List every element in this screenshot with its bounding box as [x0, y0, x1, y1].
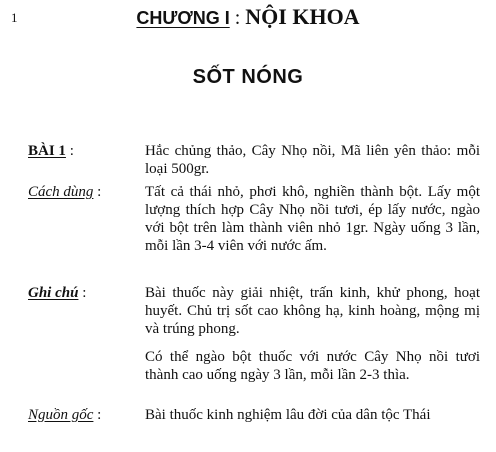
entry-label — [28, 406, 140, 424]
origin-entry — [28, 406, 480, 424]
entry-label-separator: : — [65, 143, 74, 159]
section-title: SỐT NÓNG — [192, 66, 304, 88]
entry-label-separator: : — [93, 407, 102, 423]
entry-label-separator: : — [78, 285, 87, 301]
entry-body — [145, 142, 480, 178]
entry-label — [28, 284, 140, 302]
entry-body — [145, 284, 480, 384]
entry-paragraph: Có thể ngào bột thuốc với nước Cây Nhọ nồi tươi thành cao uống ngày 3 lần, mỗi lần 2-3 thìa. — [145, 349, 480, 383]
entry-paragraph: Hắc chủng thảo, Cây Nhọ nồi, Mã liên yên thảo: mỗi loại 500gr. — [145, 143, 480, 177]
entry-label-text: Cách dùng — [28, 184, 94, 200]
chapter-title: NỘI KHOA — [245, 4, 360, 29]
entry-label-separator: : — [93, 184, 102, 200]
usage-entry — [28, 183, 480, 255]
entry-body — [145, 183, 480, 255]
entry-label-text: BÀI 1 — [28, 143, 66, 159]
entry-label — [28, 142, 140, 160]
entry-label — [28, 183, 140, 201]
entry-paragraph: Bài thuốc này giải nhiệt, trấn kinh, khử phong, hoạt huyết. Chủ trị sốt cao không hạ, kinh hoàng, mộng mị và trúng phong. — [145, 285, 480, 337]
page-number: 1 — [11, 10, 18, 25]
chapter-label: CHƯƠNG I — [136, 8, 230, 28]
entry-paragraph: Tất cả thái nhỏ, phơi khô, nghiền thành bột. Lấy một lượng thích hợp Cây Nhọ nồi tươi, ép lấy nước, ngào với bột trên làm thành viên nhỏ 1gr. Ngày uống 3 lần, mỗi lần 3-4 viên với nước ấm. — [145, 184, 480, 254]
entry-label-text: Nguồn gốc — [28, 407, 94, 423]
chapter-separator: : — [229, 7, 246, 29]
chapter-heading — [0, 4, 496, 30]
entry-paragraph: Bài thuốc kinh nghiệm lâu đời của dân tộc Thái — [145, 407, 431, 423]
entry-body — [145, 406, 480, 424]
recipe-entry — [28, 142, 480, 178]
notes-entry — [28, 284, 480, 384]
entry-label-text: Ghi chú — [28, 285, 79, 301]
